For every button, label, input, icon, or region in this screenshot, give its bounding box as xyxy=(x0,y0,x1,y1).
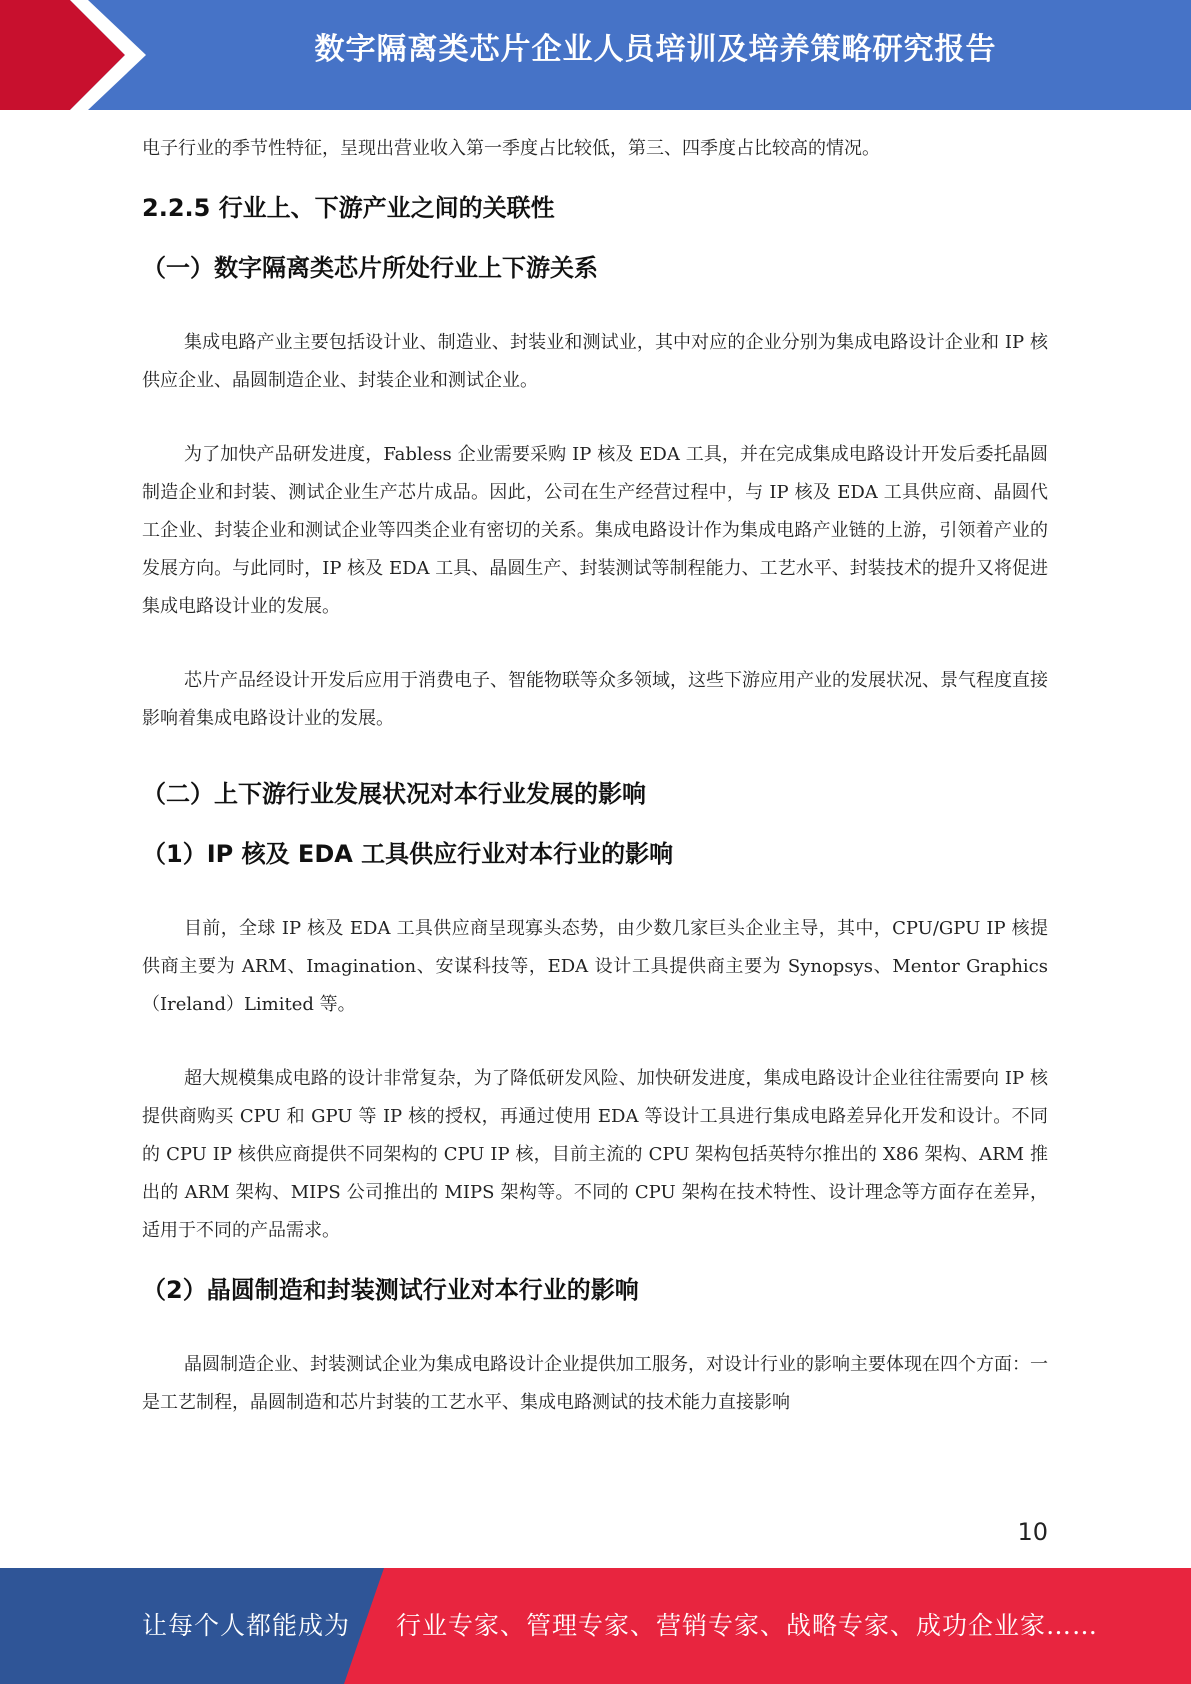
part2-sub1-paragraph-2: 超大规模集成电路的设计非常复杂，为了降低研发风险、加快研发进度，集成电路设计企业往往需要向 IP 核提供商购买 CPU 和 GPU 等 IP 核的授权，再通过使用 EDA 等设计工具进行集成电路差异化开发和设计。不同的 CPU IP 核供应商提供不同架构的 CPU IP 核，目前主流的 CPU 架构包括英特尔推出的 X86 架构、ARM 推出的 ARM 架构、MIPS 公司推出的 MIPS 架构等。不同的 CPU 架构在技术特性、设计理念等方面存在差异，适用于不同的产品需求。 xyxy=(142,1068,1048,1241)
part1-paragraph-1: 集成电路产业主要包括设计业、制造业、封装业和测试业，其中对应的企业分别为集成电路设计企业和 IP 核供应企业、晶圆制造企业、封装企业和测试企业。 xyxy=(142,332,1048,391)
page-footer xyxy=(0,1568,1191,1684)
part2-sub2-paragraph-1: 晶圆制造企业、封装测试企业为集成电路设计企业提供加工服务，对设计行业的影响主要体现在四个方面：一是工艺制程，晶圆制造和芯片封装的工艺水平、集成电路测试的技术能力直接影响 xyxy=(142,1354,1048,1413)
footer-slogan-right: 行业专家、管理专家、营销专家、战略专家、成功企业家…… xyxy=(396,1611,1099,1640)
part2-sub1-paragraph-1: 目前，全球 IP 核及 EDA 工具供应商呈现寡头态势，由少数几家巨头企业主导，其中，CPU/GPU IP 核提供商主要为 ARM、Imagination、安谋科技等，EDA 设计工具提供商主要为 Synopsys、Mentor Graphics（Ireland）Limited 等。 xyxy=(142,918,1048,1015)
part2-heading: （二）上下游行业发展状况对本行业发展的影响 xyxy=(142,780,646,808)
part2-sub2-heading: （2）晶圆制造和封装测试行业对本行业的影响 xyxy=(142,1276,639,1304)
part2-sub1-heading: （1）IP 核及 EDA 工具供应行业对本行业的影响 xyxy=(142,840,674,868)
footer-slogan-left: 让每个人都能成为 xyxy=(142,1611,351,1640)
page-number: 10 xyxy=(1017,1518,1048,1546)
part1-heading: （一）数字隔离类芯片所处行业上下游关系 xyxy=(142,254,598,282)
part1-paragraph-3: 芯片产品经设计开发后应用于消费电子、智能物联等众多领域，这些下游应用产业的发展状况、景气程度直接影响着集成电路设计业的发展。 xyxy=(142,670,1048,729)
report-title: 数字隔离类芯片企业人员培训及培养策略研究报告 xyxy=(314,32,997,67)
part1-paragraph-2: 为了加快产品研发进度，Fabless 企业需要采购 IP 核及 EDA 工具，并在完成集成电路设计开发后委托晶圆制造企业和封装、测试企业生产芯片成品。因此，公司在生产经营过程中，与 IP 核及 EDA 工具供应商、晶圆代工企业、封装企业和测试企业等四类企业有密切的关系。集成电路设计作为集成电路产业链的上游，引领着产业的发展方向。与此同时，IP 核及 EDA 工具、晶圆生产、封装测试等制程能力、工艺水平、封装技术的提升又将促进集成电路设计业的发展。 xyxy=(142,444,1048,617)
section-heading: 2.2.5 行业上、下游产业之间的关联性 xyxy=(142,194,555,222)
page-header xyxy=(0,0,1191,110)
document-body xyxy=(142,130,1048,1422)
intro-paragraph: 电子行业的季节性特征，呈现出营业收入第一季度占比较低，第三、四季度占比较高的情况。 xyxy=(142,138,880,159)
